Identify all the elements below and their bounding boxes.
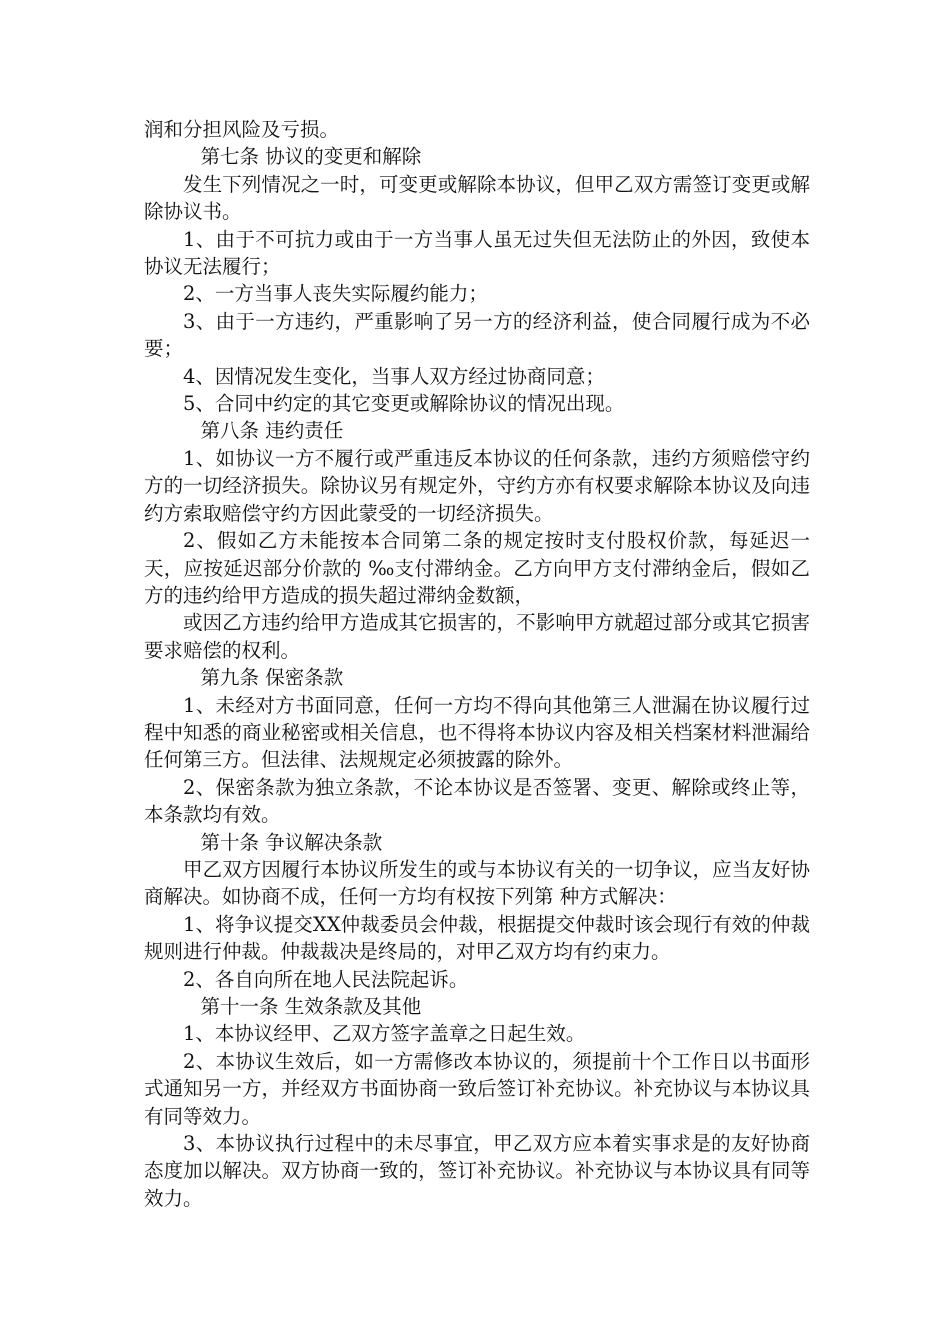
heading-article-8: 第八条 违约责任 xyxy=(200,419,344,443)
paragraph-11-item-2: 2、本协议生效后，如一方需修改本协议的，须提前十个工作日以书面形式通知另一方，并经双方书面协商一致后签订补充协议。补充协议与本协议具有同等效力。 xyxy=(144,1049,810,1128)
paragraph-7-item-4: 4、因情况发生变化，当事人双方经过协商同意； xyxy=(183,364,605,388)
paragraph-profit-risk: 润和分担风险及亏损。 xyxy=(144,118,340,141)
paragraph-10-item-1: 1、将争议提交XX仲裁委员会仲裁，根据提交仲裁时该会现行有效的仲裁规则进行仲裁。仲裁裁决是终局的，对甲乙双方均有约束力。 xyxy=(144,912,810,964)
document-page xyxy=(144,116,810,1212)
paragraph-11-item-3: 3、本协议执行过程中的未尽事宜，甲乙双方应本着实事求是的友好协商态度加以解决。双方协商一致的，签订补充协议。补充协议与本协议具有同等效力。 xyxy=(144,1132,810,1210)
paragraph-9-item-2: 2、保密条款为独立条款，不论本协议是否签署、变更、解除或终止等，本条款均有效。 xyxy=(144,775,810,827)
paragraph-8-item-1: 1、如协议一方不履行或严重违反本协议的任何条款，违约方须赔偿守约方的一切经济损失。除协议另有规定外，守约方亦有权要求解除本协议及向违约方索取赔偿守约方因此蒙受的一切经济损失。 xyxy=(144,446,810,525)
paragraph-7-item-3: 3、由于一方违约，严重影响了另一方的经济利益，使合同履行成为不必要； xyxy=(144,309,810,361)
paragraph-8-item-2-cont: 或因乙方违约给甲方造成其它损害的，不影响甲方就超过部分或其它损害要求赔偿的权利。 xyxy=(144,611,810,662)
paragraph-7-item-5: 5、合同中约定的其它变更或解除协议的情况出现。 xyxy=(183,392,625,416)
paragraph-8-item-2: 2、假如乙方未能按本合同第二条的规定按时支付股权价款，每延迟一天，应按延迟部分价款的 ‰支付滞纳金。乙方向甲方支付滞纳金后，假如乙方的违约给甲方造成的损失超过滞纳金数额， xyxy=(144,529,810,607)
paragraph-7-item-1: 1、由于不可抗力或由于一方当事人虽无过失但无法防止的外因，致使本协议无法履行； xyxy=(144,227,810,279)
heading-article-11: 第十一条 生效条款及其他 xyxy=(200,995,422,1018)
heading-article-7: 第七条 协议的变更和解除 xyxy=(200,145,422,169)
paragraph-10-item-2: 2、各自向所在地人民法院起诉。 xyxy=(183,967,469,991)
paragraph-10-intro: 甲乙双方因履行本协议所发生的或与本协议有关的一切争议，应当友好协商解决。如协商不成，任何一方均有权按下列第 种方式解决： xyxy=(144,857,810,909)
paragraph-9-item-1: 1、未经对方书面同意，任何一方均不得向其他第三人泄漏在协议履行过程中知悉的商业秘密或相关信息，也不得将本协议内容及相关档案材料泄漏给任何第三方。但法律、法规规定必须披露的除外。 xyxy=(144,693,810,772)
heading-article-9: 第九条 保密条款 xyxy=(200,666,344,690)
paragraph-7-item-2: 2、一方当事人丧失实际履约能力； xyxy=(183,282,488,306)
heading-article-10: 第十条 争议解决条款 xyxy=(200,830,383,854)
paragraph-7-intro: 发生下列情况之一时，可变更或解除本协议，但甲乙双方需签订变更或解除协议书。 xyxy=(144,172,810,224)
paragraph-11-item-1: 1、本协议经甲、乙双方签字盖章之日起生效。 xyxy=(183,1022,586,1046)
